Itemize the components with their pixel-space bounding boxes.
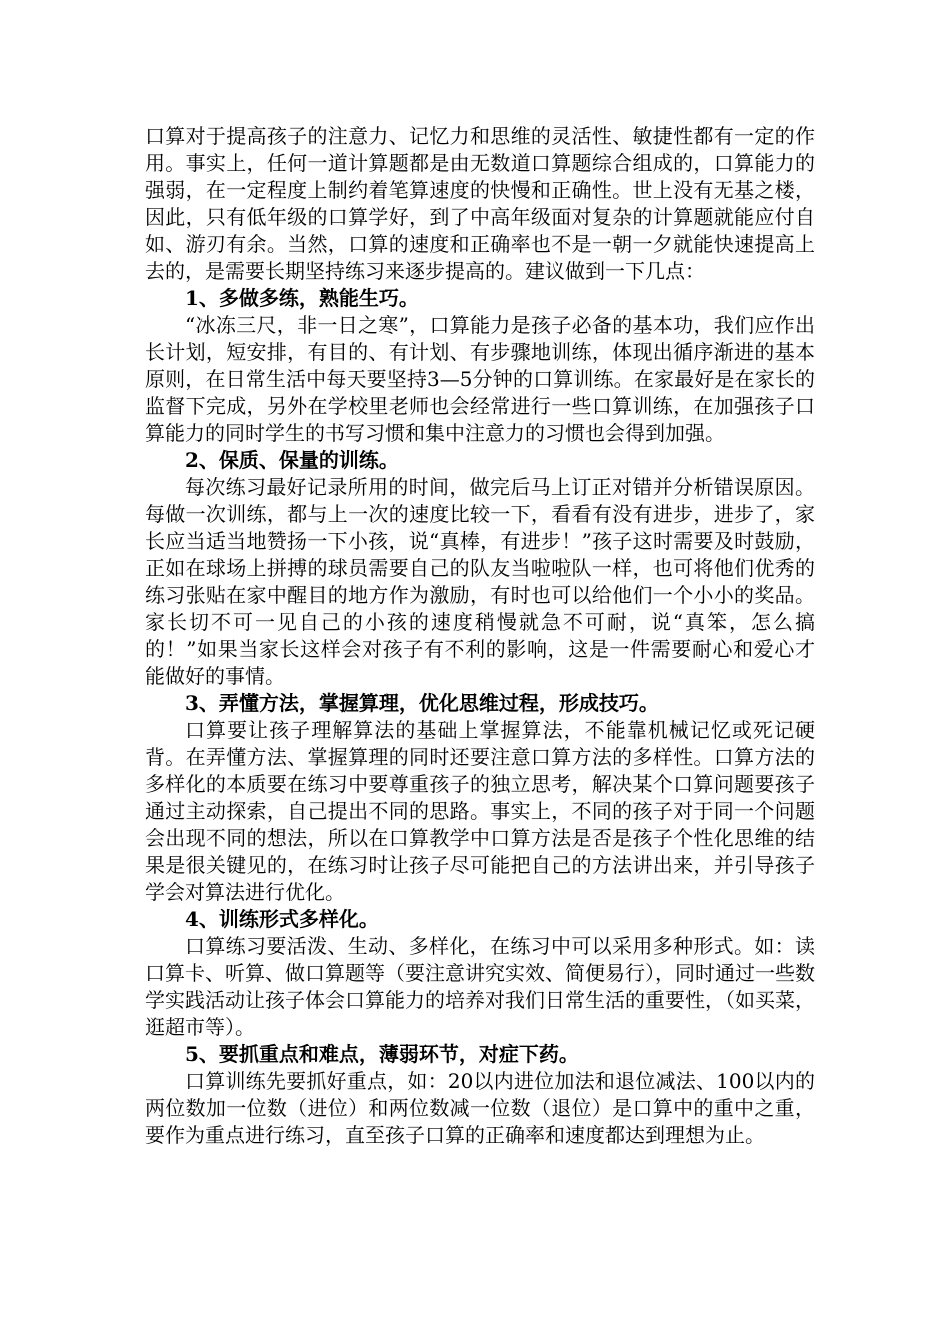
section-body-2: 每次练习最好记录所用的时间，做完后马上订正对错并分析错误原因。每做一次训练，都与上一次的速度比较一下，看看有没有进步，进步了，家长应当适当地赞扬一下小孩，说“真棒，有进步！”孩子这时需要及时鼓励，正如在球场上拼搏的球员需要自己的队友当啦啦队一样，也可将他们优秀的练习张贴在家中醒目的地方作为激励，有时也可以给他们一个小小的奖品。家长切不可一见自己的小孩的速度稍慢就急不可耐，说“真笨，怎么搞的！”如果当家长这样会对孩子有不利的影响，这是一件需要耐心和爱心才能做好的事情。 <box>145 475 815 688</box>
section-heading-4: 4、训练形式多样化。 <box>185 907 379 931</box>
intro-paragraph: 口算对于提高孩子的注意力、记忆力和思维的灵活性、敏捷性都有一定的作用。事实上，任何一道计算题都是由无数道口算题综合组成的，口算能力的强弱，在一定程度上制约着笔算速度的快慢和正确性。世上没有无基之楼，因此，只有低年级的口算学好，到了中高年级面对复杂的计算题就能应付自如、游刃有余。当然，口算的速度和正确率也不是一朝一夕就能快速提高上去的，是需要长期坚持练习来逐步提高的。建议做到一下几点： <box>145 124 815 283</box>
section-heading-2: 2、保质、保量的训练。 <box>185 448 399 472</box>
section-heading-5: 5、要抓重点和难点，薄弱环节，对症下药。 <box>185 1042 579 1066</box>
section-heading-3: 3、弄懂方法，掌握算理，优化思维过程，形成技巧。 <box>185 691 659 715</box>
section-body-4: 口算练习要活泼、生动、多样化，在练习中可以采用多种形式。如：读口算卡、听算、做口算题等（要注意讲究实效、简便易行），同时通过一些数学实践活动让孩子体会口算能力的培养对我们日常生活的重要性，（如买菜，逛超市等）。 <box>145 934 815 1039</box>
document-page <box>145 123 815 1149</box>
section-body-5: 口算训练先要抓好重点，如：20以内进位加法和退位减法、100以内的两位数加一位数（进位）和两位数减一位数（退位）是口算中的重中之重，要作为重点进行练习，直至孩子口算的正确率和速度都达到理想为止。 <box>145 1069 815 1147</box>
section-heading-1: 1、多做多练，熟能生巧。 <box>185 286 419 310</box>
section-body-1: “冰冻三尺，非一日之寒”，口算能力是孩子必备的基本功，我们应作出长计划，短安排，有目的、有计划、有步骤地训练，体现出循序渐进的基本原则，在日常生活中每天要坚持3—5分钟的口算训练。在家最好是在家长的监督下完成，另外在学校里老师也会经常进行一些口算训练，在加强孩子口算能力的同时学生的书写习惯和集中注意力的习惯也会得到加强。 <box>145 313 815 445</box>
section-body-3: 口算要让孩子理解算法的基础上掌握算法，不能靠机械记忆或死记硬背。在弄懂方法、掌握算理的同时还要注意口算方法的多样性。口算方法的多样化的本质要在练习中要尊重孩子的独立思考，解决某个口算问题要孩子通过主动探索，自己提出不同的思路。事实上，不同的孩子对于同一个问题会出现不同的想法，所以在口算教学中口算方法是否是孩子个性化思维的结果是很关键见的，在练习时让孩子尽可能把自己的方法讲出来，并引导孩子学会对算法进行优化。 <box>145 718 815 904</box>
